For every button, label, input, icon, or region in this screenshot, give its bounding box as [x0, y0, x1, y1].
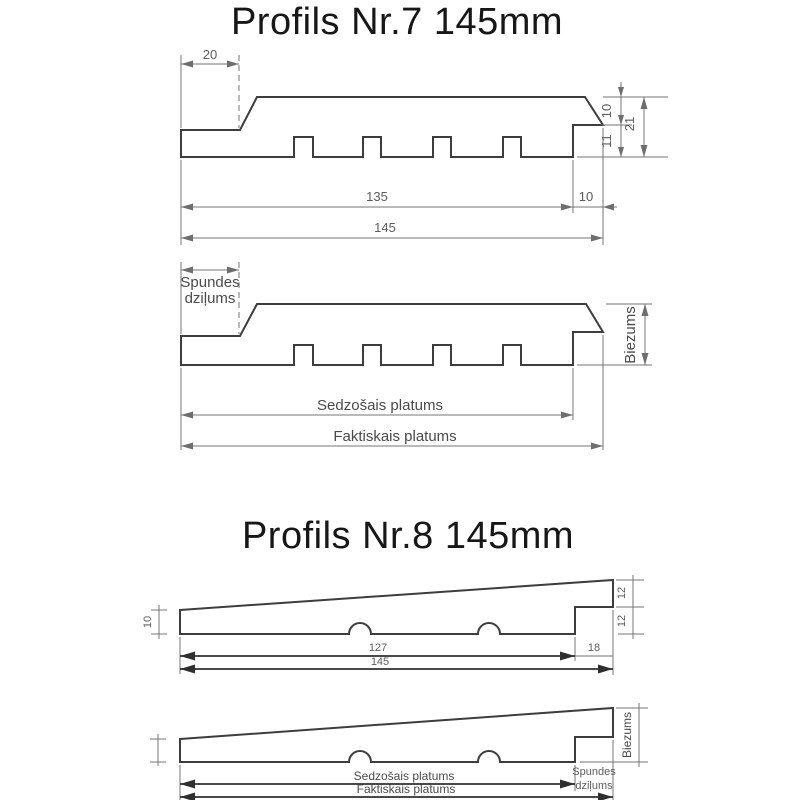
p8-dim-rebate: 18 [587, 642, 601, 654]
p7-label-tongue-line2: dziļums [184, 290, 236, 307]
p7-dim-edge-top: 10 [599, 103, 614, 119]
p8-label-tongue-line2: dziļums [575, 780, 613, 792]
profile8-labeled-outline [180, 708, 613, 762]
p8-dim-edge-bottom: 12 [616, 614, 628, 628]
p7-label-total-width: Faktiskais platums [333, 428, 457, 445]
profile7-labeled-outline [181, 304, 603, 365]
profile7-dimension-lines [181, 55, 668, 245]
p8-label-cover-width: Sedzošais platums [353, 769, 455, 783]
p8-dim-left-height: 10 [142, 615, 154, 629]
p7-dim-edge-total: 21 [622, 116, 637, 132]
profile8-dimension-lines [151, 575, 644, 675]
p7-label-thickness: Biezums [622, 306, 639, 364]
p8-label-total-width: Faktiskais platums [356, 782, 456, 796]
profile8-outline [180, 580, 613, 634]
p8-dim-total: 145 [370, 656, 390, 668]
p7-dim-total: 145 [374, 220, 396, 235]
profile7-dimensioned-view [181, 47, 668, 245]
profile7-title: Profils Nr.7 145mm [230, 1, 564, 43]
p7-dim-edge-bottom: 11 [599, 134, 614, 148]
p8-label-tongue-line1: Spundes [572, 766, 616, 778]
p7-dim-rebate: 10 [578, 189, 594, 204]
p8-label-thickness: Biezums [620, 711, 634, 759]
p8-dim-cover: 127 [368, 642, 388, 654]
profile8-dimensioned-view [142, 575, 644, 675]
p7-dim-cover: 135 [366, 189, 388, 204]
profile7-labeled-view [180, 262, 652, 450]
profile8-title: Profils Nr.8 145mm [241, 515, 575, 557]
p7-label-tongue-line1: Spundes [180, 274, 240, 291]
p7-dim-front-offset: 20 [202, 47, 218, 62]
p8-dim-edge-top: 12 [616, 586, 628, 600]
profile8-labeled-view [150, 703, 648, 800]
profile7-outline [181, 97, 603, 157]
p7-label-cover-width: Sedzošais platums [317, 397, 443, 414]
profile7-labeled-dimension-lines [181, 262, 652, 450]
